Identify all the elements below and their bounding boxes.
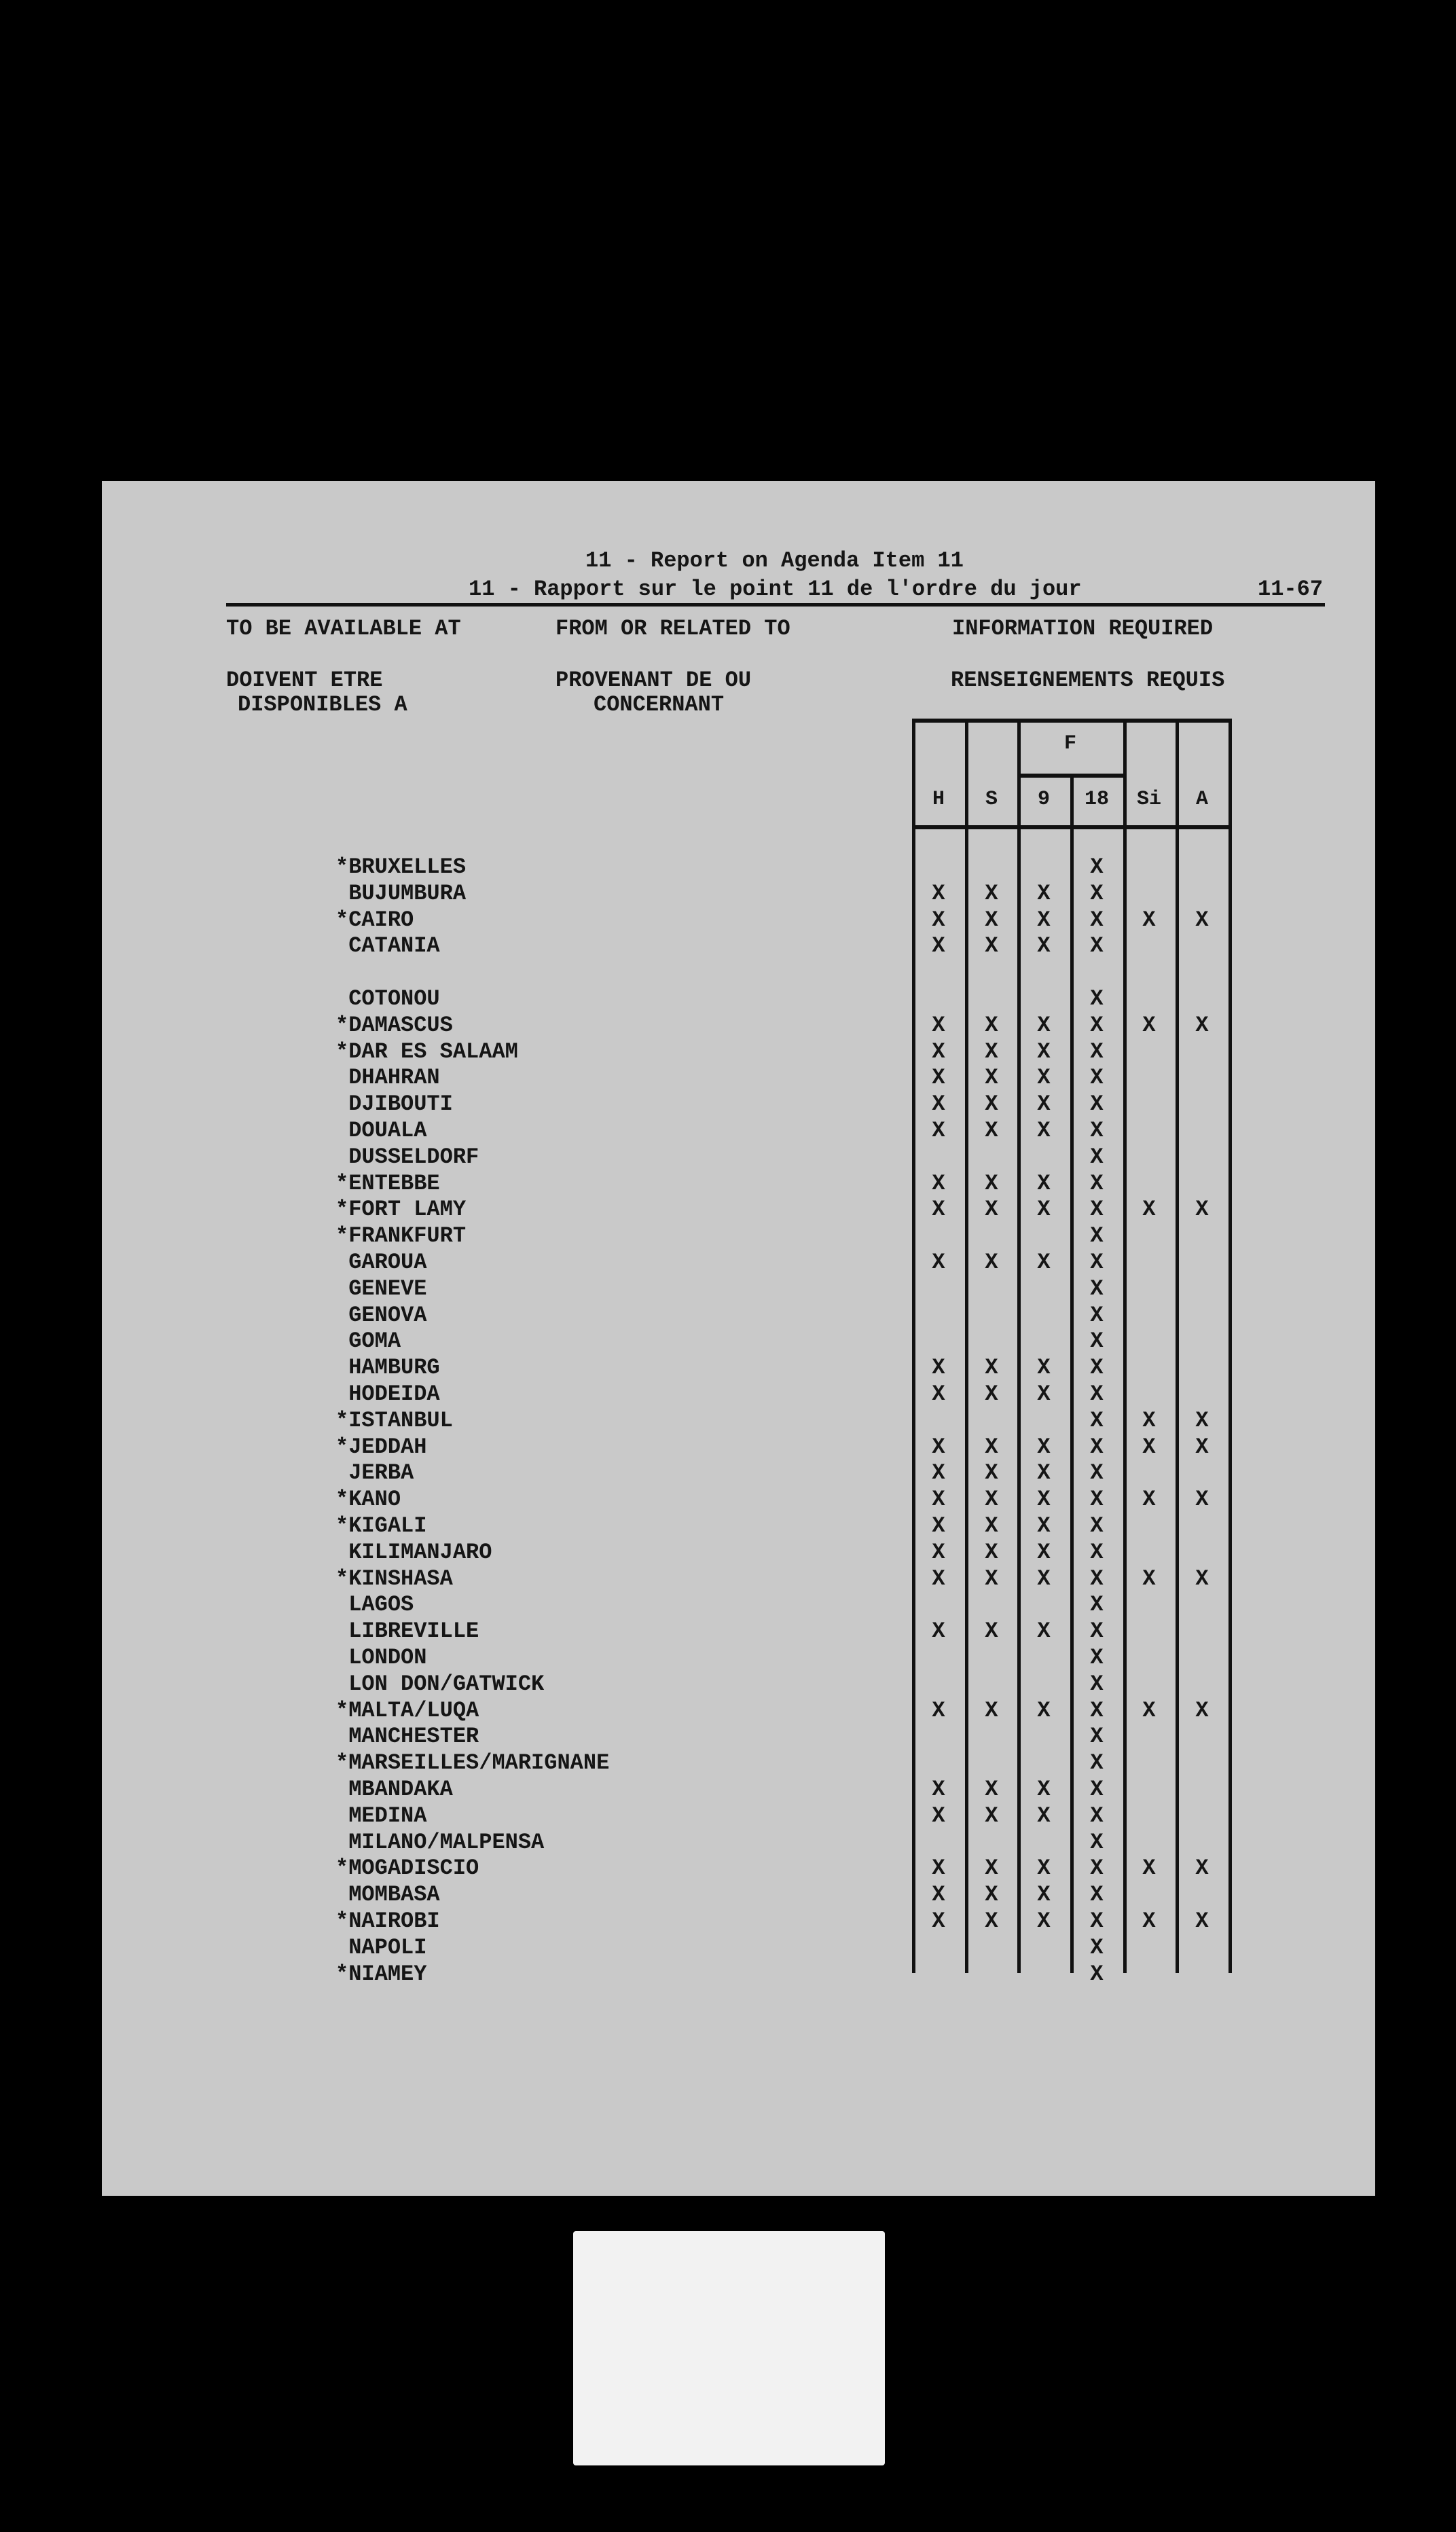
- x-mark-a: X: [1195, 1856, 1209, 1881]
- location-name: GENEVE: [335, 1276, 427, 1301]
- x-mark-h: X: [932, 1618, 945, 1644]
- x-mark-h: X: [932, 907, 945, 933]
- x-mark-18: X: [1090, 1460, 1104, 1486]
- x-mark-h: X: [932, 1909, 945, 1934]
- x-mark-s: X: [985, 1539, 998, 1565]
- x-mark-s: X: [985, 1618, 998, 1644]
- x-mark-h: X: [932, 1170, 945, 1196]
- x-mark-h: X: [932, 1434, 945, 1460]
- location-name: JERBA: [335, 1460, 414, 1486]
- x-mark-a: X: [1195, 1012, 1209, 1038]
- x-mark-18: X: [1090, 1592, 1104, 1618]
- x-mark-9: X: [1037, 880, 1051, 906]
- x-mark-si: X: [1142, 1012, 1156, 1038]
- document-page: [102, 481, 1375, 2196]
- location-name: DUSSELDORF: [335, 1144, 479, 1170]
- location-name: *KANO: [335, 1487, 401, 1513]
- location-name: MANCHESTER: [335, 1724, 479, 1750]
- column-header-h: H: [932, 788, 945, 811]
- location-name: MILANO/MALPENSA: [335, 1829, 545, 1855]
- location-name: *MALTA/LUQA: [335, 1697, 479, 1723]
- col-heading-info-en: INFORMATION REQUIRED: [952, 616, 1214, 641]
- column-divider: [965, 720, 968, 1973]
- location-name: GAROUA: [335, 1250, 427, 1275]
- x-mark-s: X: [985, 1065, 998, 1091]
- location-name: DOUALA: [335, 1118, 427, 1143]
- x-mark-s: X: [985, 880, 998, 906]
- x-mark-a: X: [1195, 1197, 1209, 1223]
- x-mark-a: X: [1195, 1697, 1209, 1723]
- location-name: GENOVA: [335, 1302, 427, 1328]
- x-mark-h: X: [932, 1697, 945, 1723]
- location-name: MBANDAKA: [335, 1777, 453, 1802]
- header-group-f: F: [1063, 732, 1076, 755]
- x-mark-h: X: [932, 1038, 945, 1064]
- x-mark-18: X: [1090, 1513, 1104, 1538]
- location-name: *ISTANBUL: [335, 1407, 453, 1433]
- x-mark-h: X: [932, 1250, 945, 1275]
- x-mark-9: X: [1037, 1038, 1051, 1064]
- x-mark-9: X: [1037, 1618, 1051, 1644]
- x-mark-9: X: [1037, 1065, 1051, 1091]
- x-mark-h: X: [932, 1091, 945, 1117]
- x-mark-9: X: [1037, 1777, 1051, 1802]
- x-mark-h: X: [932, 1065, 945, 1091]
- x-mark-18: X: [1090, 1223, 1104, 1249]
- header-title-en: 11 - Report on Agenda Item 11: [585, 548, 964, 573]
- x-mark-18: X: [1090, 1777, 1104, 1802]
- table-top-line: [912, 719, 1232, 723]
- location-name: KILIMANJARO: [335, 1539, 492, 1565]
- x-mark-h: X: [932, 1777, 945, 1802]
- x-mark-9: X: [1037, 1434, 1051, 1460]
- x-mark-9: X: [1037, 1091, 1051, 1117]
- col-heading-available-fr-2: DISPONIBLES A: [238, 692, 407, 717]
- x-mark-h: X: [932, 1197, 945, 1223]
- column-header-18: 18: [1084, 788, 1109, 811]
- x-mark-9: X: [1037, 1856, 1051, 1881]
- x-mark-s: X: [985, 1197, 998, 1223]
- x-mark-s: X: [985, 1909, 998, 1934]
- x-mark-s: X: [985, 1170, 998, 1196]
- location-name: DHAHRAN: [335, 1065, 440, 1091]
- x-mark-s: X: [985, 1777, 998, 1802]
- x-mark-18: X: [1090, 1566, 1104, 1591]
- x-mark-s: X: [985, 933, 998, 959]
- location-name: *NAIROBI: [335, 1909, 440, 1934]
- x-mark-h: X: [932, 1803, 945, 1828]
- blank-card: [573, 2231, 885, 2465]
- x-mark-h: X: [932, 1355, 945, 1381]
- x-mark-18: X: [1090, 1091, 1104, 1117]
- x-mark-9: X: [1037, 933, 1051, 959]
- col-heading-from-fr-2: CONCERNANT: [594, 692, 725, 717]
- x-mark-18: X: [1090, 1750, 1104, 1776]
- x-mark-18: X: [1090, 1882, 1104, 1908]
- location-name: *CAIRO: [335, 907, 414, 933]
- x-mark-9: X: [1037, 1803, 1051, 1828]
- x-mark-s: X: [985, 1118, 998, 1143]
- x-mark-18: X: [1090, 1355, 1104, 1381]
- location-name: *NIAMEY: [335, 1961, 427, 1987]
- x-mark-18: X: [1090, 1803, 1104, 1828]
- x-mark-s: X: [985, 1355, 998, 1381]
- x-mark-9: X: [1037, 1250, 1051, 1275]
- header-rule: [226, 603, 1325, 607]
- x-mark-18: X: [1090, 854, 1104, 880]
- col-heading-from-fr-1: PROVENANT DE OU: [556, 668, 752, 693]
- location-name: *BRUXELLES: [335, 854, 467, 880]
- x-mark-si: X: [1142, 1487, 1156, 1513]
- location-name: HAMBURG: [335, 1355, 440, 1381]
- location-name: HODEIDA: [335, 1381, 440, 1407]
- x-mark-si: X: [1142, 1197, 1156, 1223]
- location-name: MEDINA: [335, 1803, 427, 1828]
- x-mark-9: X: [1037, 1566, 1051, 1591]
- x-mark-18: X: [1090, 1934, 1104, 1960]
- x-mark-18: X: [1090, 1724, 1104, 1750]
- x-mark-18: X: [1090, 1645, 1104, 1670]
- x-mark-18: X: [1090, 1118, 1104, 1143]
- x-mark-18: X: [1090, 1065, 1104, 1091]
- x-mark-s: X: [985, 1250, 998, 1275]
- x-mark-18: X: [1090, 1434, 1104, 1460]
- x-mark-s: X: [985, 1460, 998, 1486]
- x-mark-18: X: [1090, 1038, 1104, 1064]
- location-name: *ENTEBBE: [335, 1170, 440, 1196]
- x-mark-9: X: [1037, 1697, 1051, 1723]
- x-mark-18: X: [1090, 1856, 1104, 1881]
- x-mark-s: X: [985, 1012, 998, 1038]
- location-name: *KIGALI: [335, 1513, 427, 1538]
- x-mark-h: X: [932, 1882, 945, 1908]
- x-mark-18: X: [1090, 1909, 1104, 1934]
- column-header-a: A: [1195, 788, 1208, 811]
- x-mark-si: X: [1142, 1697, 1156, 1723]
- x-mark-s: X: [985, 1434, 998, 1460]
- x-mark-s: X: [985, 1091, 998, 1117]
- x-mark-9: X: [1037, 1355, 1051, 1381]
- location-name: COTONOU: [335, 986, 440, 1011]
- x-mark-18: X: [1090, 1487, 1104, 1513]
- col-heading-from-en: FROM OR RELATED TO: [556, 616, 790, 641]
- x-mark-18: X: [1090, 1012, 1104, 1038]
- x-mark-s: X: [985, 1566, 998, 1591]
- x-mark-9: X: [1037, 1882, 1051, 1908]
- x-mark-18: X: [1090, 1170, 1104, 1196]
- column-divider: [1017, 720, 1021, 1973]
- column-header-9: 9: [1037, 788, 1050, 811]
- x-mark-s: X: [985, 907, 998, 933]
- column-divider: [1123, 720, 1127, 1973]
- location-name: *MARSEILLES/MARIGNANE: [335, 1750, 610, 1776]
- x-mark-s: X: [985, 1882, 998, 1908]
- x-mark-18: X: [1090, 880, 1104, 906]
- column-header-s: S: [985, 788, 998, 811]
- x-mark-h: X: [932, 1381, 945, 1407]
- x-mark-9: X: [1037, 1513, 1051, 1538]
- x-mark-18: X: [1090, 1197, 1104, 1223]
- x-mark-a: X: [1195, 1407, 1209, 1433]
- x-mark-a: X: [1195, 1566, 1209, 1591]
- x-mark-h: X: [932, 1012, 945, 1038]
- x-mark-18: X: [1090, 933, 1104, 959]
- x-mark-18: X: [1090, 1381, 1104, 1407]
- col-heading-available-fr-1: DOIVENT ETRE: [226, 668, 383, 693]
- x-mark-si: X: [1142, 907, 1156, 933]
- location-name: LIBREVILLE: [335, 1618, 479, 1644]
- x-mark-h: X: [932, 880, 945, 906]
- x-mark-18: X: [1090, 1144, 1104, 1170]
- x-mark-9: X: [1037, 1460, 1051, 1486]
- location-name: GOMA: [335, 1328, 401, 1354]
- x-mark-h: X: [932, 1487, 945, 1513]
- x-mark-18: X: [1090, 1539, 1104, 1565]
- x-mark-9: X: [1037, 1118, 1051, 1143]
- col-heading-info-fr: RENSEIGNEMENTS REQUIS: [951, 668, 1225, 693]
- page-number: 11-67: [1258, 577, 1324, 602]
- x-mark-h: X: [932, 1539, 945, 1565]
- x-mark-s: X: [985, 1381, 998, 1407]
- x-mark-si: X: [1142, 1909, 1156, 1934]
- column-divider: [1070, 775, 1074, 1973]
- col-heading-available-en: TO BE AVAILABLE AT: [226, 616, 461, 641]
- x-mark-h: X: [932, 1856, 945, 1881]
- x-mark-18: X: [1090, 907, 1104, 933]
- x-mark-a: X: [1195, 1909, 1209, 1934]
- x-mark-h: X: [932, 933, 945, 959]
- x-mark-s: X: [985, 1038, 998, 1064]
- x-mark-si: X: [1142, 1856, 1156, 1881]
- x-mark-18: X: [1090, 1671, 1104, 1697]
- x-mark-9: X: [1037, 907, 1051, 933]
- x-mark-9: X: [1037, 1381, 1051, 1407]
- x-mark-a: X: [1195, 907, 1209, 933]
- x-mark-18: X: [1090, 1829, 1104, 1855]
- column-divider: [1176, 720, 1179, 1973]
- x-mark-si: X: [1142, 1434, 1156, 1460]
- location-name: LAGOS: [335, 1592, 414, 1618]
- x-mark-18: X: [1090, 1250, 1104, 1275]
- x-mark-18: X: [1090, 1697, 1104, 1723]
- column-divider: [912, 720, 915, 1973]
- x-mark-18: X: [1090, 1276, 1104, 1301]
- x-mark-a: X: [1195, 1487, 1209, 1513]
- column-divider: [1228, 720, 1232, 1973]
- x-mark-s: X: [985, 1697, 998, 1723]
- location-name: MOMBASA: [335, 1882, 440, 1908]
- location-name: CATANIA: [335, 933, 440, 959]
- x-mark-18: X: [1090, 1302, 1104, 1328]
- header-title-fr: 11 - Rapport sur le point 11 de l'ordre du jour: [469, 577, 1082, 602]
- location-name: LON DON/GATWICK: [335, 1671, 545, 1697]
- x-mark-18: X: [1090, 1961, 1104, 1987]
- x-mark-s: X: [985, 1487, 998, 1513]
- x-mark-9: X: [1037, 1539, 1051, 1565]
- x-mark-si: X: [1142, 1407, 1156, 1433]
- x-mark-a: X: [1195, 1434, 1209, 1460]
- column-header-si: Si: [1136, 788, 1161, 811]
- x-mark-9: X: [1037, 1487, 1051, 1513]
- location-name: *DAR ES SALAAM: [335, 1038, 518, 1064]
- x-mark-h: X: [932, 1513, 945, 1538]
- x-mark-si: X: [1142, 1566, 1156, 1591]
- location-name: *KINSHASA: [335, 1566, 453, 1591]
- x-mark-9: X: [1037, 1197, 1051, 1223]
- location-name: *FORT LAMY: [335, 1197, 467, 1223]
- location-name: *MOGADISCIO: [335, 1856, 479, 1881]
- x-mark-s: X: [985, 1803, 998, 1828]
- location-name: *DAMASCUS: [335, 1012, 453, 1038]
- x-mark-9: X: [1037, 1170, 1051, 1196]
- location-name: NAPOLI: [335, 1934, 427, 1960]
- location-name: BUJUMBURA: [335, 880, 467, 906]
- x-mark-18: X: [1090, 1328, 1104, 1354]
- x-mark-9: X: [1037, 1012, 1051, 1038]
- location-name: LONDON: [335, 1645, 427, 1670]
- x-mark-9: X: [1037, 1909, 1051, 1934]
- location-name: *JEDDAH: [335, 1434, 427, 1460]
- x-mark-h: X: [932, 1460, 945, 1486]
- x-mark-h: X: [932, 1566, 945, 1591]
- x-mark-s: X: [985, 1856, 998, 1881]
- location-name: *FRANKFURT: [335, 1223, 467, 1249]
- x-mark-h: X: [932, 1118, 945, 1143]
- location-name: DJIBOUTI: [335, 1091, 453, 1117]
- x-mark-18: X: [1090, 1618, 1104, 1644]
- x-mark-18: X: [1090, 1407, 1104, 1433]
- x-mark-18: X: [1090, 986, 1104, 1011]
- x-mark-s: X: [985, 1513, 998, 1538]
